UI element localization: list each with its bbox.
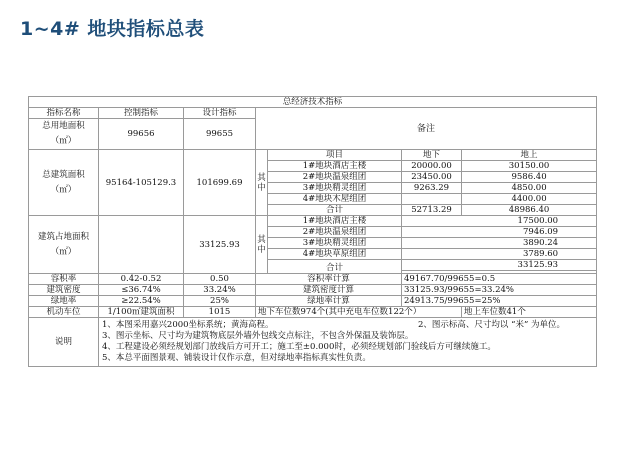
footprint-row-item: 1#地块酒店主楼: [268, 216, 402, 227]
density-label: 建筑密度: [29, 285, 99, 296]
green-ratio-label: 绿地率: [29, 296, 99, 307]
header-control: 控制指标: [99, 108, 184, 119]
notes-line-3: 3、图示坐标、尺寸均为建筑物底层外墙外包线交点标注，不包含外保温及装饰层。: [102, 331, 414, 341]
notes-line-1-row: [102, 320, 593, 331]
footprint-row-item: 4#地块草原组团: [268, 249, 402, 260]
gfa-subheader-item: 项目: [268, 150, 402, 161]
gfa-total-above: 48986.40: [462, 205, 597, 216]
footprint-row-item: 2#地块温泉组团: [268, 227, 402, 238]
footprint-row-value: 3789.60: [402, 249, 597, 260]
gfa-total-below: 52713.29: [402, 205, 462, 216]
gfa-row-below: 23450.00: [402, 172, 462, 183]
footprint-total-label: 合计: [268, 260, 402, 274]
far-label: 容积率: [29, 274, 99, 285]
gfa-row-item: 3#地块精灵组团: [268, 183, 402, 194]
gfa-row-above: 30150.00: [462, 161, 597, 172]
gfa-row-item: 1#地块酒店主楼: [268, 161, 402, 172]
parking-above-ground: 地上车位数41个: [462, 307, 597, 318]
notes-line-4: 4、工程建设必须经规划部门放线后方可开工；施工至±0.000时，必须经规划部门验线后方可继续施工。: [102, 342, 496, 352]
footprint-control: [99, 216, 184, 274]
footprint-row-item: 3#地块精灵组团: [268, 238, 402, 249]
notes-content: [99, 318, 597, 367]
notes-line-5: 5、本总平面图景观、铺装设计仅作示意，但对绿地率指标真实性负责。: [102, 353, 371, 363]
far-control: 0.42-0.52: [99, 274, 184, 285]
indicator-table: [28, 96, 597, 367]
gfa-subheader-below: 地下: [402, 150, 462, 161]
footprint-design: 33125.93: [184, 216, 256, 274]
notes-label: 说明: [29, 318, 99, 367]
green-ratio-design: 25%: [184, 296, 256, 307]
gfa-row-above: 4850.00: [462, 183, 597, 194]
green-ratio-control: ≥22.54%: [99, 296, 184, 307]
gfa-subheader-above: 地上: [462, 150, 597, 161]
parking-design: 1015: [184, 307, 256, 318]
page-title: 1~4# 地块指标总表: [20, 18, 205, 40]
density-calc-label: 建筑密度计算: [256, 285, 402, 296]
green-ratio-calc-label: 绿地率计算: [256, 296, 402, 307]
parking-control: 1/100㎡建筑面积: [99, 307, 184, 318]
density-control: ≤36.74%: [99, 285, 184, 296]
land-area-design: 99655: [184, 119, 256, 150]
header-remark: 备注: [256, 108, 597, 150]
far-calc-value: 49167.70/99655=0.5: [402, 274, 597, 285]
footprint-row-value: 17500.00: [402, 216, 597, 227]
density-calc-value: 33125.93/99655=33.24%: [402, 285, 597, 296]
header-design: 设计指标: [184, 108, 256, 119]
footprint-of-which: 其 中: [256, 216, 268, 274]
gfa-total-label: 合计: [268, 205, 402, 216]
gfa-of-which: 其 中: [256, 150, 268, 216]
parking-label: 机动车位: [29, 307, 99, 318]
footprint-row-value: 7946.09: [402, 227, 597, 238]
gfa-control: 95164-105129.3: [99, 150, 184, 216]
footprint-row-value: 3890.24: [402, 238, 597, 249]
gfa-row-below: 20000.00: [402, 161, 462, 172]
indicator-sheet: [28, 96, 596, 367]
land-area-label: 总用地面积 （㎡）: [29, 119, 99, 150]
gfa-label: 总建筑面积 （㎡）: [29, 150, 99, 216]
table-caption: 总经济技术指标: [29, 97, 597, 108]
gfa-row-below: [402, 194, 462, 205]
parking-below-ground: 地下车位数974个(其中充电车位数122个）: [256, 307, 462, 318]
far-design: 0.50: [184, 274, 256, 285]
gfa-row-above: 4400.00: [462, 194, 597, 205]
gfa-design: 101699.69: [184, 150, 256, 216]
density-design: 33.24%: [184, 285, 256, 296]
gfa-row-below: 9263.29: [402, 183, 462, 194]
gfa-row-above: 9586.40: [462, 172, 597, 183]
footprint-total-value: 33125.93: [402, 260, 597, 271]
header-item: 指标名称: [29, 108, 99, 119]
land-area-control: 99656: [99, 119, 184, 150]
notes-line-2: 2、图示标高、尺寸均以 “米” 为单位。: [418, 320, 566, 330]
gfa-row-item: 4#地块木屋组团: [268, 194, 402, 205]
footprint-label: 建筑占地面积 （㎡）: [29, 216, 99, 274]
notes-line-1: 1、本图采用嘉兴2000坐标系统；黄海高程。: [102, 320, 274, 330]
far-calc-label: 容积率计算: [256, 274, 402, 285]
gfa-row-item: 2#地块温泉组团: [268, 172, 402, 183]
green-ratio-calc-value: 24913.75/99655=25%: [402, 296, 597, 307]
